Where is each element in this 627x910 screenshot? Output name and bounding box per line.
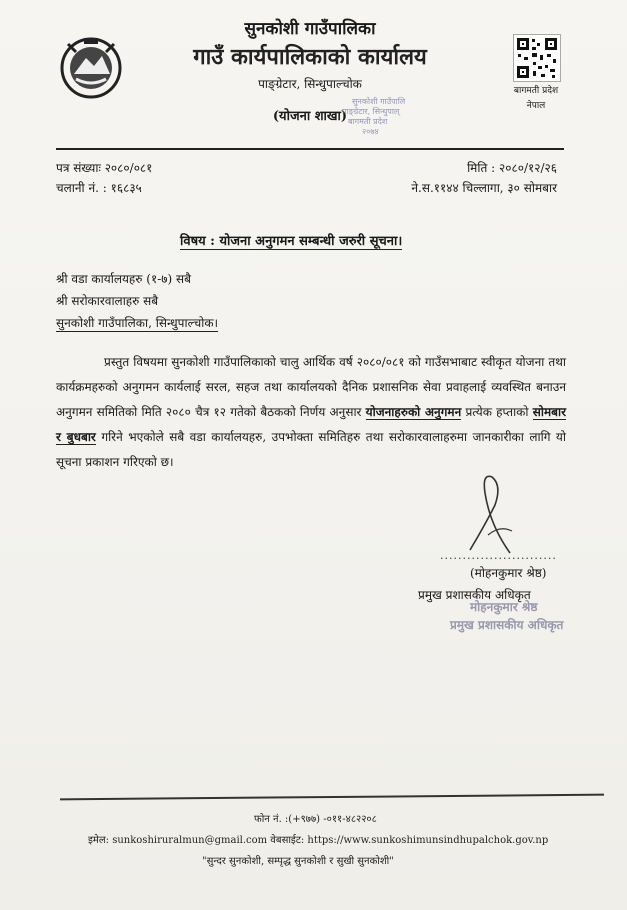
name-stamp: मोहनकुमार श्रेष्ठ bbox=[470, 600, 538, 614]
svg-text:बागमती प्रदेश: बागमती प्रदेश bbox=[348, 117, 388, 126]
title-stamp: प्रमुख प्रशासकीय अधिकृत bbox=[450, 618, 564, 632]
addressee-3: सुनकोशी गाउँपालिका, सिन्धुपाल्चोक। bbox=[56, 316, 219, 330]
emphasis-days: सोमबार र बुधबार bbox=[56, 405, 566, 444]
addressee-2: श्री सरोकारवालाहरु सबै bbox=[56, 294, 159, 308]
nepal-sambat-date: ने.स.११४४ चिल्लागा, ३० सोमबार bbox=[411, 181, 557, 195]
section-name: (योजना शाखा) bbox=[272, 109, 348, 124]
letter-number: पत्र संख्याः २०८०/०८१ bbox=[56, 161, 153, 175]
province-caption: बागमती प्रदेश नेपाल bbox=[513, 86, 559, 111]
letter-date: मिति : २०८०/१२/२६ bbox=[467, 161, 557, 175]
addressee-1: श्री वडा कार्यालयहरु (१-७) सबै bbox=[56, 272, 191, 286]
notice-body: प्रस्तुत विषयमा सुनकोशी गाउँपालिकाको चालु आर्थिक वर्ष २०८०/०८१ को गाउँसभाबाट स्वीकृत योजना तथा कार्यक्रमहरुको अनुगमन कार्यलाई सरल, सहज तथा कार्यालयको दैनिक प्रशासनिक सेवा प्रवाहलाई व्यवस्थित बनाउन अनुगमन समितिको मिति २०८० चैत्र १२ गतेको बैठकको निर्णय अनुसार योजनाहरुको अनुगमन प्रत्येक हप्ताको सोमबार र बुधबार गरिने भएकोले सबै वडा कार्यालयहरु, उपभोक्ता समितिहरु तथा सरोकारवालाहरुमा जानकारीका लागि यो सूचना प्रकाशन गरिएको छ। bbox=[56, 355, 566, 469]
footer-phone: फोन नं. :(+९७७) -०११-४८२२०८ bbox=[254, 814, 377, 825]
letterhead bbox=[140, 16, 480, 124]
svg-text:२०७४: २०७४ bbox=[362, 127, 379, 136]
svg-text:पाङ्ग्रेटार, सिन्धुपाल्: पाङ्ग्रेटार, सिन्धुपाल् bbox=[342, 107, 400, 116]
footer-email-website: इमेल: sunkoshiruralmun@gmail.com वेबसाईट: https://www.sunkoshimunsindhupalchok.gov.np bbox=[88, 835, 549, 846]
nepal-emblem-logo bbox=[56, 32, 126, 102]
office-seal-stamp bbox=[322, 96, 414, 140]
svg-text:सुनकोशी गाउँपालि: सुनकोशी गाउँपालि bbox=[352, 97, 406, 106]
footer-slogan: "सुन्दर सुनकोशी, सम्पृद्ध सुनकोशी र सुखी सुनकोशी" bbox=[202, 856, 394, 867]
office-name: गाउँ कार्यपालिकाको कार्यालय bbox=[193, 44, 427, 70]
dispatch-number: चलानी नं. : १६८३५ bbox=[56, 181, 142, 195]
header-divider bbox=[56, 148, 564, 150]
office-location: पाङ्ग्रेटार, सिन्धुपाल्चोक bbox=[258, 77, 362, 91]
qr-code-icon bbox=[513, 34, 561, 82]
signatory-title: प्रमुख प्रशासकीय अधिकृत bbox=[418, 588, 531, 602]
emphasis-monitoring: योजनाहरुको अनुगमन bbox=[365, 405, 462, 419]
signatory-name: (मोहनकुमार श्रेष्ठ) bbox=[470, 566, 547, 580]
signature-line: .......................... bbox=[440, 549, 557, 562]
subject-line: विषय : योजना अनुगमन सम्बन्धी जरुरी सूचना। bbox=[180, 234, 403, 249]
municipality-name: सुनकोशी गाउँपालिका bbox=[244, 19, 376, 39]
footer-divider bbox=[60, 794, 604, 801]
